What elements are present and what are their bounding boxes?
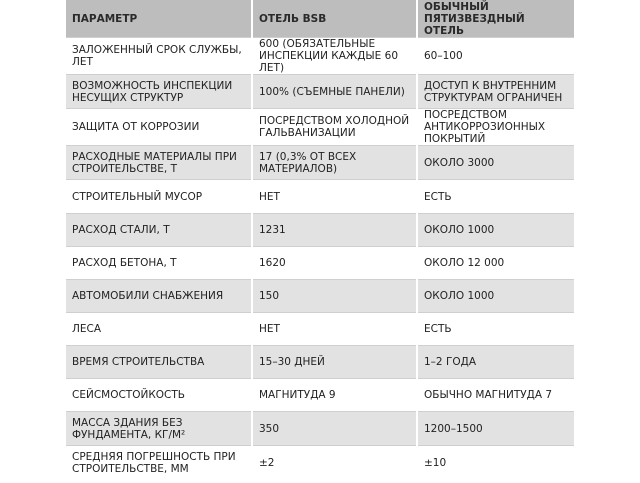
row-typical-value: ЕСТЬ [417,180,574,214]
row-typical-value: ОБЫЧНО МАГНИТУДА 7 [417,379,574,412]
row-parameter: АВТОМОБИЛИ СНАБЖЕНИЯ [66,280,252,313]
table-row [66,247,574,280]
table-row [66,109,574,146]
row-bsb-value: 150 [252,280,417,313]
row-typical-value: ОКОЛО 12 000 [417,247,574,280]
row-bsb-value: 15–30 ДНЕЙ [252,346,417,379]
header-parameter: ПАРАМЕТР [66,0,252,38]
row-bsb-value: 100% (СЪЕМНЫЕ ПАНЕЛИ) [252,75,417,109]
table-row [66,280,574,313]
row-bsb-value: ±2 [252,446,417,480]
comparison-table [66,0,574,480]
row-typical-value: 1–2 ГОДА [417,346,574,379]
row-typical-value: ОКОЛО 1000 [417,280,574,313]
row-parameter: РАСХОД СТАЛИ, Т [66,214,252,247]
row-parameter: ЛЕСА [66,313,252,346]
table-row [66,180,574,214]
table-row [66,446,574,480]
row-parameter: МАССА ЗДАНИЯ БЕЗ ФУНДАМЕНТА, КГ/М² [66,412,252,446]
row-bsb-value: МАГНИТУДА 9 [252,379,417,412]
row-typical-value: ДОСТУП К ВНУТРЕННИМ СТРУКТУРАМ ОГРАНИЧЕН [417,75,574,109]
row-parameter: СЕЙСМОСТОЙКОСТЬ [66,379,252,412]
row-typical-value: ОКОЛО 3000 [417,146,574,180]
row-parameter: ВРЕМЯ СТРОИТЕЛЬСТВА [66,346,252,379]
row-typical-value: 1200–1500 [417,412,574,446]
table-row [66,313,574,346]
row-typical-value: ОКОЛО 1000 [417,214,574,247]
row-typical-value: ПОСРЕДСТВОМ АНТИКОРРОЗИОННЫХ ПОКРЫТИЙ [417,109,574,146]
table-row [66,75,574,109]
row-bsb-value: ПОСРЕДСТВОМ ХОЛОДНОЙ ГАЛЬВАНИЗАЦИИ [252,109,417,146]
row-typical-value: ЕСТЬ [417,313,574,346]
row-parameter: СТРОИТЕЛЬНЫЙ МУСОР [66,180,252,214]
row-bsb-value: НЕТ [252,313,417,346]
table-row [66,146,574,180]
table-header-row [66,0,574,38]
row-typical-value: ±10 [417,446,574,480]
header-typical-hotel: ОБЫЧНЫЙ ПЯТИЗВЕЗДНЫЙ ОТЕЛЬ [417,0,574,38]
row-bsb-value: 350 [252,412,417,446]
row-bsb-value: 600 (ОБЯЗАТЕЛЬНЫЕ ИНСПЕКЦИИ КАЖДЫЕ 60 ЛЕТ) [252,38,417,75]
row-bsb-value: 1620 [252,247,417,280]
row-typical-value: 60–100 [417,38,574,75]
table-row [66,214,574,247]
table-row [66,379,574,412]
table-row [66,346,574,379]
row-bsb-value: НЕТ [252,180,417,214]
row-parameter: РАСХОД БЕТОНА, Т [66,247,252,280]
row-parameter: РАСХОДНЫЕ МАТЕРИАЛЫ ПРИ СТРОИТЕЛЬСТВЕ, Т [66,146,252,180]
row-bsb-value: 17 (0,3% ОТ ВСЕХ МАТЕРИАЛОВ) [252,146,417,180]
comparison-table-container [66,0,574,480]
row-parameter: СРЕДНЯЯ ПОГРЕШНОСТЬ ПРИ СТРОИТЕЛЬСТВЕ, ММ [66,446,252,480]
table-row [66,412,574,446]
row-bsb-value: 1231 [252,214,417,247]
header-bsb-hotel: ОТЕЛЬ BSB [252,0,417,38]
row-parameter: ВОЗМОЖНОСТЬ ИНСПЕКЦИИ НЕСУЩИХ СТРУКТУР [66,75,252,109]
table-row [66,38,574,75]
row-parameter: ЗАЩИТА ОТ КОРРОЗИИ [66,109,252,146]
row-parameter: ЗАЛОЖЕННЫЙ СРОК СЛУЖБЫ, ЛЕТ [66,38,252,75]
